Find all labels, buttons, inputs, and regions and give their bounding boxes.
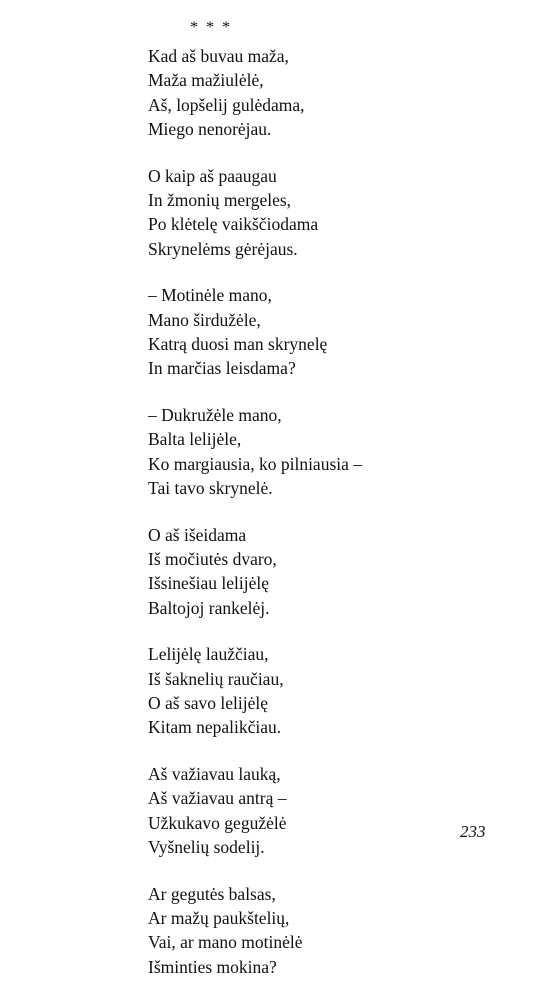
stanza <box>148 283 528 380</box>
stanza <box>148 762 528 859</box>
poem-line: O aš savo lelijėlę <box>148 693 269 714</box>
poem-line: – Motinėle mano, <box>148 285 272 306</box>
poem-line: Kitam nepalikčiau. <box>148 717 282 738</box>
poem-line: Baltojoj rankelėj. <box>148 597 270 618</box>
poem-line: Užkukavo gegužėlė <box>148 812 287 833</box>
stanza <box>148 403 528 500</box>
poem-line: In marčias leisdama? <box>148 358 296 379</box>
poem-line: Aš važiavau antrą – <box>148 788 287 809</box>
poem-line: In žmonių mergeles, <box>148 189 292 210</box>
poem-line: Katrą duosi man skrynelę <box>148 333 328 354</box>
poem-line: Aš, lopšelij gulėdama, <box>148 94 305 115</box>
stanza <box>148 642 528 739</box>
poem-line: Kad aš buvau maža, <box>148 46 289 66</box>
poem-line: Ar gegutės balsas, <box>148 883 276 904</box>
poem-line: Iš šaknelių raučiau, <box>148 668 284 689</box>
poem-line: Ko margiausia, ko pilniausia – <box>148 453 363 474</box>
stanza <box>148 523 528 620</box>
poem-line: Lelijėlę laužčiau, <box>148 644 269 665</box>
poem <box>148 44 528 1002</box>
poem-line: Ar mažų paukštelių, <box>148 908 290 929</box>
poem-line: Skrynelėms gėrėjaus. <box>148 238 298 259</box>
poem-line: Po klėtelę vaikščiodama <box>148 214 319 235</box>
poem-line: O aš išeidama <box>148 524 247 545</box>
poem-line: Balta lelijėle, <box>148 429 242 450</box>
section-separator: * * * <box>190 19 232 36</box>
poem-line: Iš močiutės dvaro, <box>148 549 277 570</box>
poem-line: Vyšnelių sodelij. <box>148 837 265 858</box>
poem-line: Miego nenorėjau. <box>148 118 272 139</box>
stanza <box>148 882 528 979</box>
page-number: 233 <box>460 822 486 841</box>
poem-line: Išminties mokina? <box>148 956 277 977</box>
poem-line: Aš važiavau lauką, <box>148 764 281 785</box>
poem-line: Išsinešiau lelijėlę <box>148 573 270 594</box>
stanza <box>148 164 528 261</box>
poem-line: Tai tavo skrynelė. <box>148 477 273 498</box>
poem-line: Vai, ar mano motinėlė <box>148 932 303 953</box>
poem-line: O kaip aš paaugau <box>148 165 277 186</box>
stanza <box>148 44 528 141</box>
poem-line: Mano širdužėle, <box>148 309 261 330</box>
poem-line: Maža mažiulėlė, <box>148 70 264 91</box>
poem-line: – Dukružėle mano, <box>148 405 282 426</box>
